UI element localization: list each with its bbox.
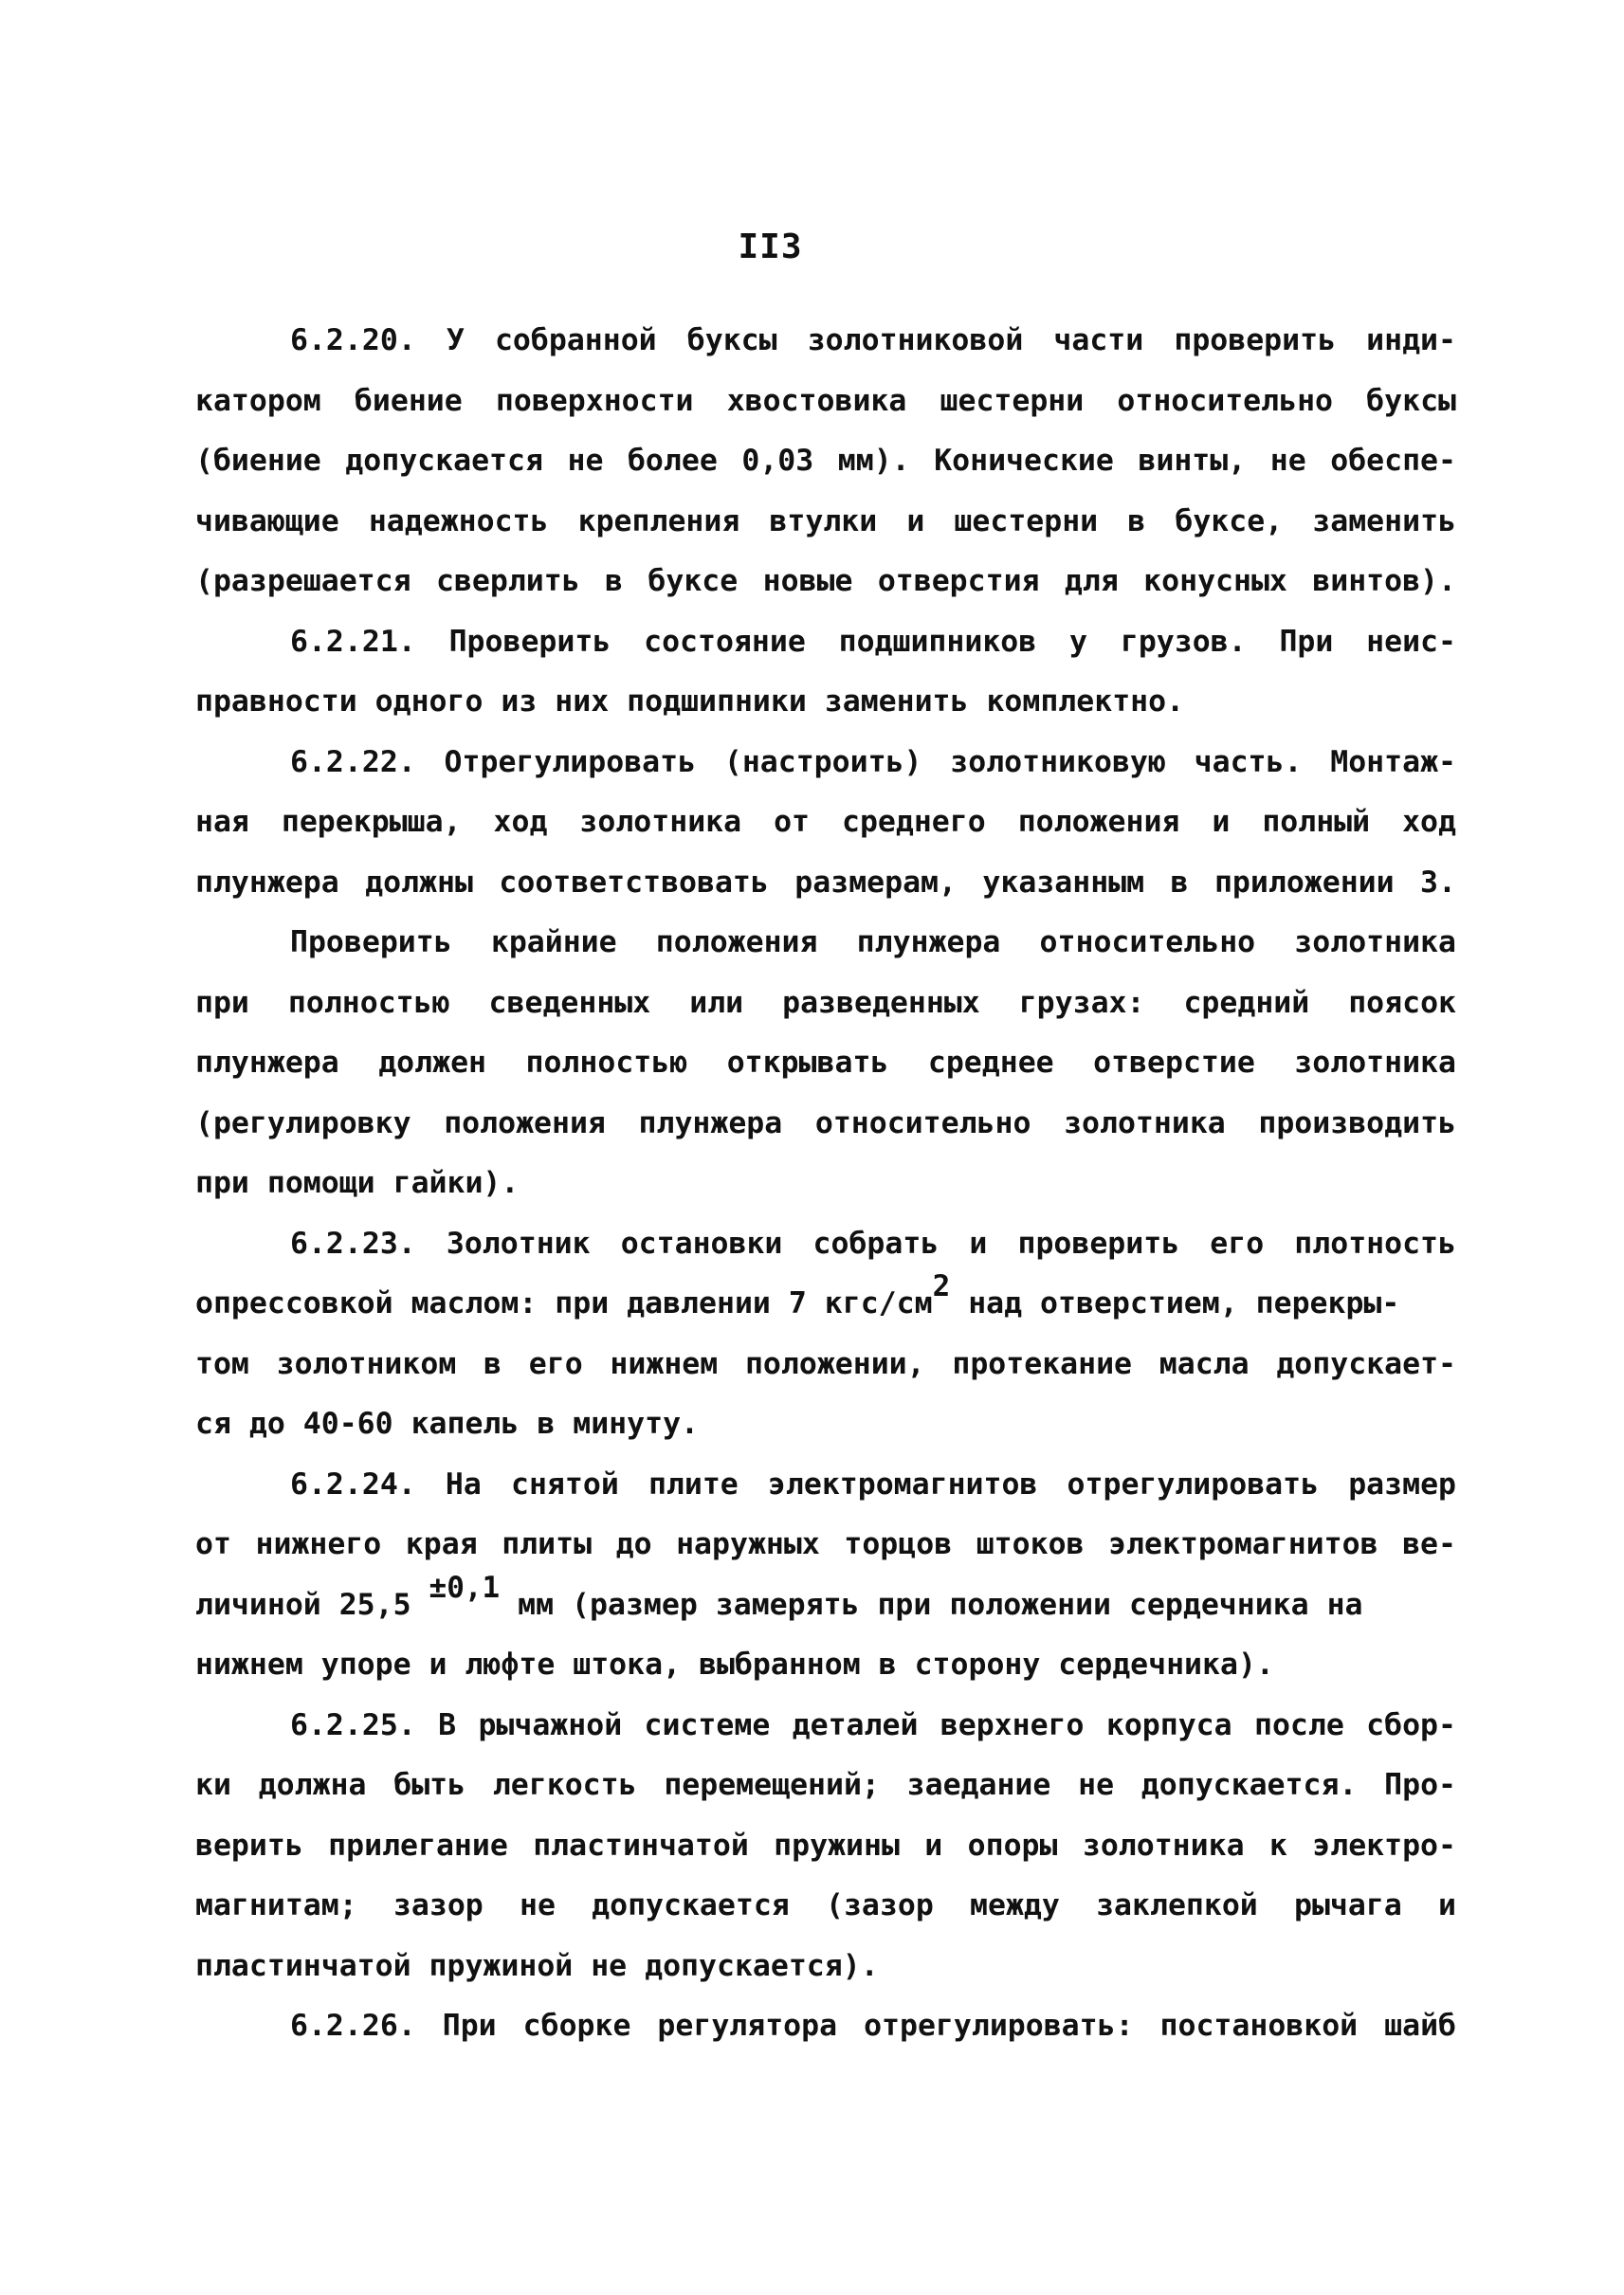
- tolerance-superscript: ±0,1: [429, 1570, 501, 1605]
- text-line: чивающие надежность крепления втулки и шестерни в буксе, заменить: [195, 503, 1456, 538]
- text-fragment: личиной 25,5: [195, 1587, 429, 1622]
- text-line: 6.2.21. Проверить состояние подшипников у грузов. При неис-: [290, 624, 1456, 659]
- text-line: ки должна быть легкость перемещений; заедание не допускается. Про-: [195, 1768, 1456, 1802]
- text-line: 6.2.22. Отрегулировать (настроить) золотниковую часть. Монтаж-: [290, 744, 1456, 779]
- text-line: (биение допускается не более 0,03 мм). Конические винты, не обеспе-: [195, 444, 1456, 478]
- text-line: ся до 40-60 капель в минуту.: [195, 1407, 700, 1441]
- page-number: II3: [738, 228, 803, 266]
- text-line: том золотником в его нижнем положении, протекание масла допускает-: [195, 1346, 1456, 1381]
- text-line: 6.2.23. Золотник остановки собрать и проверить его плотность: [290, 1226, 1456, 1261]
- document-body: [195, 311, 1456, 2057]
- text-line: (регулировку положения плунжера относительно золотника производить: [195, 1105, 1456, 1140]
- text-line: при полностью сведенных или разведенных грузах: средний поясок: [195, 985, 1456, 1020]
- text-line: 6.2.24. На снятой плите электромагнитов отрегулировать размер: [290, 1466, 1456, 1502]
- text-line: от нижнего края плиты до наружных торцов штоков электромагнитов ве-: [195, 1527, 1456, 1561]
- text-line: Проверить крайние положения плунжера относительно золотника: [290, 925, 1456, 959]
- text-line: 6.2.20. У собранной буксы золотниковой части проверить инди-: [290, 323, 1456, 357]
- text-fragment: над отверстием, перекры-: [968, 1286, 1400, 1321]
- text-line: нижнем упоре и люфте штока, выбранном в сторону сердечника).: [195, 1648, 1274, 1682]
- text-line: 6.2.26. При сборке регулятора отрегулировать: постановкой шайб: [290, 2009, 1456, 2043]
- text-line: магнитам; зазор не допускается (зазор между заклепкой рычага и: [195, 1888, 1456, 1922]
- superscript: 2: [932, 1269, 951, 1303]
- text-line: плунжера должен полностью открывать среднее отверстие золотника: [195, 1046, 1456, 1080]
- text-line: 6.2.25. В рычажной системе деталей верхнего корпуса после сбор-: [290, 1707, 1456, 1742]
- text-line: пластинчатой пружиной не допускается).: [195, 1948, 879, 1983]
- text-line: катором биение поверхности хвостовика шестерни относительно буксы: [195, 383, 1456, 418]
- text-line: верить прилегание пластинчатой пружины и опоры золотника к электро-: [195, 1828, 1456, 1863]
- text-line: плунжера должны соответствовать размерам, указанным в приложении 3.: [195, 865, 1456, 900]
- text-fragment: опрессовкой маслом: при давлении 7 кгс/см: [195, 1286, 933, 1321]
- text-line: при помощи гайки).: [195, 1166, 520, 1200]
- text-line: (разрешается сверлить в буксе новые отверстия для конусных винтов).: [195, 564, 1456, 598]
- text-line: ная перекрыша, ход золотника от среднего положения и полный ход: [195, 805, 1456, 839]
- text-line: [195, 1269, 1456, 1335]
- text-line: [195, 1570, 1456, 1636]
- text-fragment: мм (размер замерять при положении сердечника на: [500, 1587, 1363, 1622]
- text-line: правности одного из них подшипники заменить комплектно.: [195, 684, 1185, 719]
